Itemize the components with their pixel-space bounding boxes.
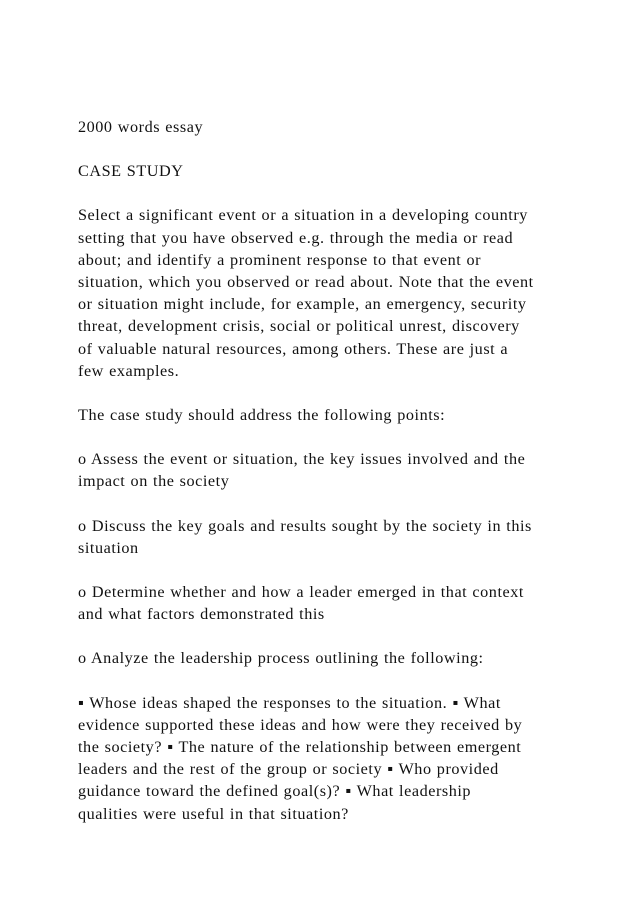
point-discuss-goals: o Discuss the key goals and results sought by the society in this situation: [78, 516, 532, 557]
point-analyze-process: o Analyze the leadership process outlining the following:: [78, 649, 484, 668]
point-determine-leader: o Determine whether and how a leader emerged in that context and what factors demonstrated this: [78, 583, 524, 624]
document-body: [78, 116, 598, 847]
point-assess-event: o Assess the event or situation, the key issues involved and the impact on the society: [78, 450, 526, 491]
intro-paragraph: Select a significant event or a situation in a developing country setting that you have observed e.g. through the media or read about; and identify a prominent response to that event or situation, which you observed or read about. Note that the event or situation might include, for example, an emergency, security threat, development crisis, social or political unrest, discovery of valuable natural resources, among others. These are just a few examples.: [78, 206, 534, 380]
leadership-sub-points: ▪ Whose ideas shaped the responses to the situation. ▪ What evidence supported these ideas and how were they received by the society? ▪ The nature of the relationship between emergent leaders and the rest of the group or society ▪ Who provided guidance toward the defined goal(s)? ▪ What leadership qualities were useful in that situation?: [78, 693, 523, 823]
points-intro-paragraph: The case study should address the following points:: [78, 406, 446, 425]
case-study-heading: CASE STUDY: [78, 162, 184, 181]
essay-length-line: 2000 words essay: [78, 118, 204, 136]
